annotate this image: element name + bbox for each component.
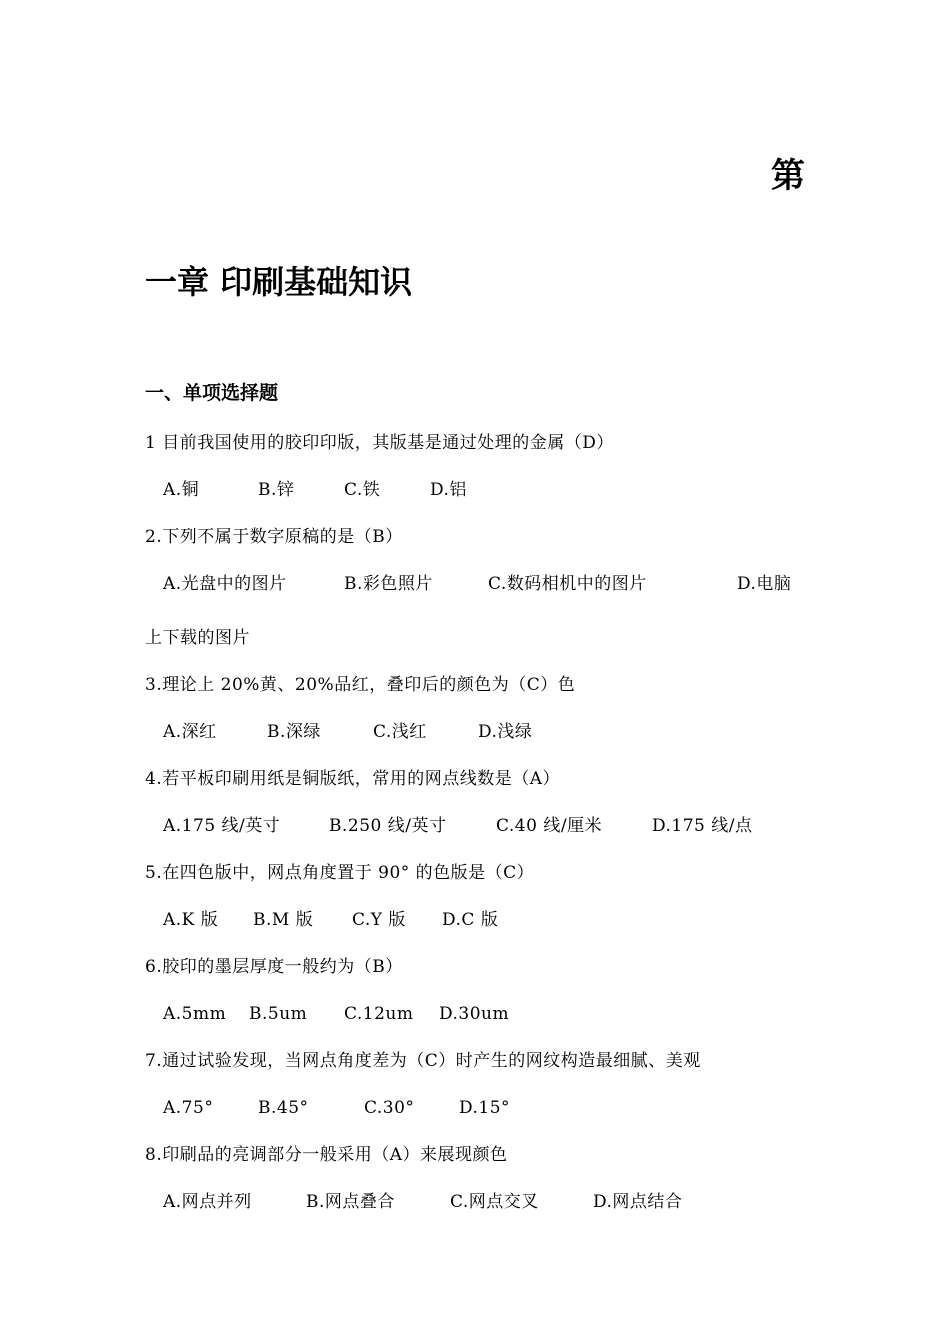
question-1: 1 目前我国使用的胶印印版，其版基是通过处理的金属（D） [145, 433, 614, 453]
option-6b: B.5um [249, 1004, 308, 1024]
option-1c: C.铁 [344, 480, 381, 500]
option-7a: A.75° [163, 1098, 214, 1118]
option-1a: A.铜 [163, 480, 200, 500]
option-5b: B.M 版 [253, 910, 314, 930]
option-1d: D.铝 [430, 480, 467, 500]
option-2d: D.电脑 [737, 574, 792, 594]
option-7d: D.15° [459, 1098, 511, 1118]
option-7c: C.30° [364, 1098, 415, 1118]
option-3b: B.深绿 [267, 722, 321, 742]
question-4: 4.若平板印刷用纸是铜版纸，常用的网点线数是（A） [145, 769, 560, 789]
option-5a: A.K 版 [163, 910, 219, 930]
option-2c: C.数码相机中的图片 [488, 574, 647, 594]
option-8b: B.网点叠合 [306, 1192, 395, 1212]
option-6a: A.5mm [163, 1004, 227, 1024]
option-2a: A.光盘中的图片 [163, 574, 287, 594]
question-7: 7.通过试验发现，当网点角度差为（C）时产生的网纹构造最细腻、美观 [145, 1051, 701, 1071]
chapter-title-first-char: 第 [771, 156, 805, 196]
option-2b: B.彩色照片 [344, 574, 433, 594]
option-3a: A.深红 [163, 722, 217, 742]
option-3d: D.浅绿 [478, 722, 533, 742]
option-6c: C.12um [344, 1004, 414, 1024]
option-4b: B.250 线/英寸 [329, 816, 447, 836]
question-2: 2.下列不属于数字原稿的是（B） [145, 527, 403, 547]
option-4d: D.175 线/点 [652, 816, 753, 836]
chapter-title: 一章 印刷基础知识 [145, 263, 413, 301]
question-8: 8.印刷品的亮调部分一般采用（A）来展现颜色 [145, 1145, 508, 1165]
option-5d: D.C 版 [442, 910, 499, 930]
option-4a: A.175 线/英寸 [163, 816, 281, 836]
option-7b: B.45° [258, 1098, 309, 1118]
option-6d: D.30um [439, 1004, 510, 1024]
option-2d-continuation: 上下载的图片 [145, 628, 250, 648]
option-4c: C.40 线/厘米 [496, 816, 603, 836]
option-8d: D.网点结合 [593, 1192, 683, 1212]
question-3: 3.理论上 20%黄、20%品红，叠印后的颜色为（C）色 [145, 675, 576, 695]
section-heading: 一、单项选择题 [145, 382, 279, 404]
option-5c: C.Y 版 [352, 910, 406, 930]
option-8c: C.网点交叉 [450, 1192, 539, 1212]
question-5: 5.在四色版中，网点角度置于 90° 的色版是（C） [145, 863, 535, 883]
question-6: 6.胶印的墨层厚度一般约为（B） [145, 957, 403, 977]
option-8a: A.网点并列 [163, 1192, 252, 1212]
option-3c: C.浅红 [373, 722, 427, 742]
option-1b: B.锌 [258, 480, 295, 500]
